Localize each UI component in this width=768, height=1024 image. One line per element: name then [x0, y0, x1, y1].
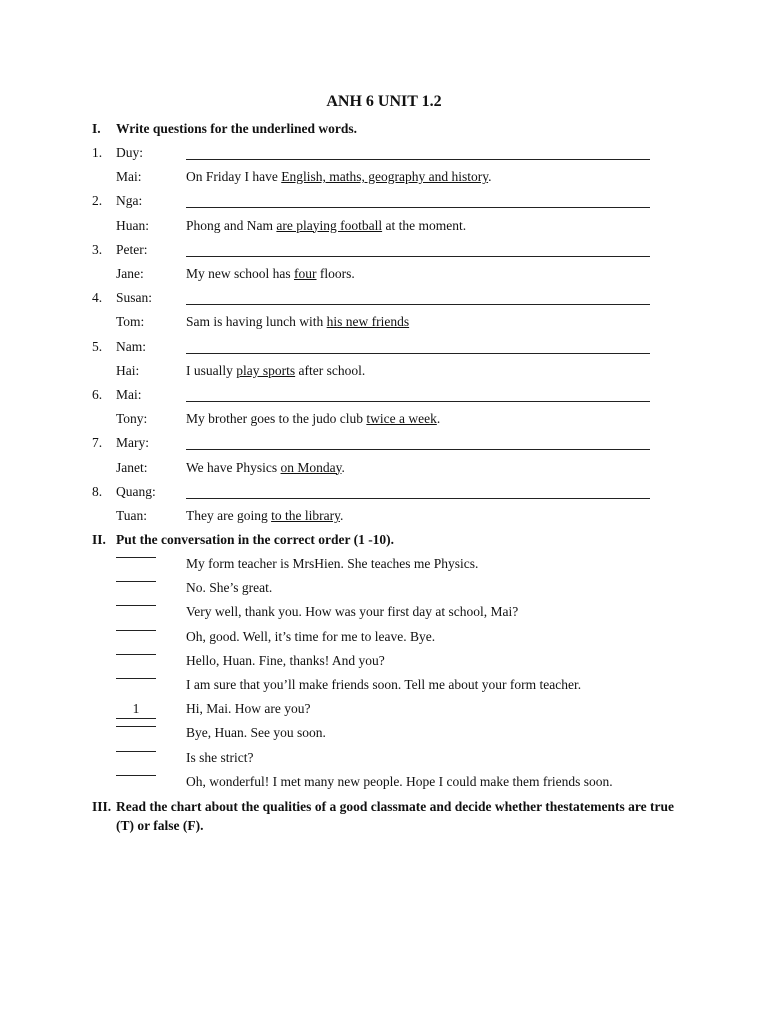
- answer-line[interactable]: [186, 304, 650, 305]
- speaker-name: Mai:: [116, 169, 142, 185]
- answer-line[interactable]: [186, 449, 650, 450]
- section-title: Put the conversation in the correct order (1 -10).: [116, 532, 395, 547]
- answer-line[interactable]: [186, 207, 650, 208]
- response-pre: My brother goes to the judo club: [186, 411, 367, 427]
- underlined-words: four: [294, 266, 317, 281]
- speaker-name: Jane:: [116, 266, 144, 281]
- response-text: [186, 508, 343, 524]
- page-title: ANH 6 UNIT 1.2: [326, 93, 442, 110]
- speaker-name: Hai:: [116, 362, 140, 378]
- response-pre: Phong and Nam: [186, 217, 277, 233]
- conversation-text: Oh, good. Well, it’s time for me to leave. Bye.: [186, 628, 436, 644]
- response-pre: On Friday I have: [186, 169, 282, 185]
- item-number: 3.: [92, 241, 103, 257]
- section-number: III.: [92, 799, 112, 814]
- item-number: 7.: [92, 435, 103, 451]
- underlined-words: on Monday: [280, 459, 342, 475]
- item-number: 2.: [92, 193, 103, 209]
- response-post: after school.: [295, 362, 366, 378]
- response-text: [186, 314, 409, 330]
- speaker-name: Duy:: [116, 145, 143, 160]
- section-title: Read the chart about the qualities of a good classmate and decide whether thestatements are true (T) or false (F).: [116, 799, 674, 833]
- underlined-words: to the library: [271, 508, 340, 523]
- section-1-heading: [92, 121, 357, 137]
- underlined-words: play sports: [236, 362, 296, 378]
- section-3-heading: [92, 797, 674, 835]
- answer-line[interactable]: [186, 498, 650, 499]
- item-number: 4.: [92, 290, 103, 306]
- answer-line[interactable]: [186, 256, 650, 257]
- conversation-text: I am sure that you’ll make friends soon. Tell me about your form teacher.: [186, 677, 582, 692]
- speaker-name: Tony:: [116, 411, 148, 427]
- response-post: .: [488, 169, 492, 185]
- section-title: Write questions for the underlined words.: [116, 121, 358, 136]
- conversation-text: Bye, Huan. See you soon.: [186, 725, 326, 741]
- response-pre: We have Physics: [186, 459, 281, 475]
- response-post: at the moment.: [382, 217, 467, 233]
- response-pre: My new school has: [186, 266, 294, 281]
- section-number: I.: [92, 121, 101, 136]
- speaker-name: Tom:: [116, 314, 145, 330]
- conversation-text: Very well, thank you. How was your first day at school, Mai?: [186, 604, 519, 620]
- conversation-text: Hi, Mai. How are you?: [186, 701, 311, 717]
- answer-line[interactable]: [186, 159, 650, 160]
- item-number: 1.: [92, 145, 103, 160]
- item-number: 5.: [92, 338, 103, 354]
- speaker-name: Susan:: [116, 290, 153, 306]
- speaker-name: Quang:: [116, 483, 156, 499]
- item-number: 8.: [92, 483, 103, 499]
- speaker-name: Mai:: [116, 387, 142, 402]
- conversation-text: No. She’s great.: [186, 580, 273, 596]
- order-number: 1: [132, 701, 140, 717]
- conversation-text: Hello, Huan. Fine, thanks! And you?: [186, 652, 385, 668]
- section-number: II.: [92, 532, 106, 547]
- response-pre: They are going: [186, 508, 272, 523]
- underlined-words: are playing football: [276, 217, 383, 233]
- item-number: 6.: [92, 387, 103, 402]
- response-post: floors.: [316, 266, 355, 281]
- response-post: .: [339, 508, 344, 523]
- response-pre: Sam is having lunch with: [186, 314, 327, 330]
- response-text: [186, 411, 440, 427]
- conversation-text: Oh, wonderful! I met many new people. Hope I could make them friends soon.: [186, 773, 613, 789]
- response-text: [186, 363, 365, 379]
- response-post: .: [436, 411, 441, 427]
- speaker-name: Tuan:: [116, 508, 148, 523]
- response-text: [186, 218, 466, 234]
- speaker-name: Nga:: [116, 193, 143, 209]
- speaker-name: Janet:: [116, 459, 148, 475]
- answer-line[interactable]: [186, 353, 650, 354]
- response-post: .: [341, 459, 345, 475]
- conversation-text: Is she strict?: [186, 749, 254, 765]
- response-text: [186, 460, 345, 476]
- underlined-words: twice a week: [366, 411, 437, 427]
- order-blank[interactable]: [116, 701, 156, 717]
- response-text: [186, 169, 491, 185]
- speaker-name: Huan:: [116, 217, 149, 233]
- underlined-words: English, maths, geography and history: [281, 169, 489, 185]
- underlined-words: his new friends: [326, 314, 410, 330]
- response-pre: I usually: [186, 362, 237, 378]
- speaker-name: Peter:: [116, 241, 148, 257]
- speaker-name: Mary:: [116, 435, 149, 451]
- speaker-name: Nam:: [116, 338, 146, 354]
- answer-line[interactable]: [186, 401, 650, 402]
- section-2-heading: [92, 532, 394, 548]
- response-text: [186, 266, 355, 282]
- conversation-text: My form teacher is MrsHien. She teaches me Physics.: [186, 556, 479, 571]
